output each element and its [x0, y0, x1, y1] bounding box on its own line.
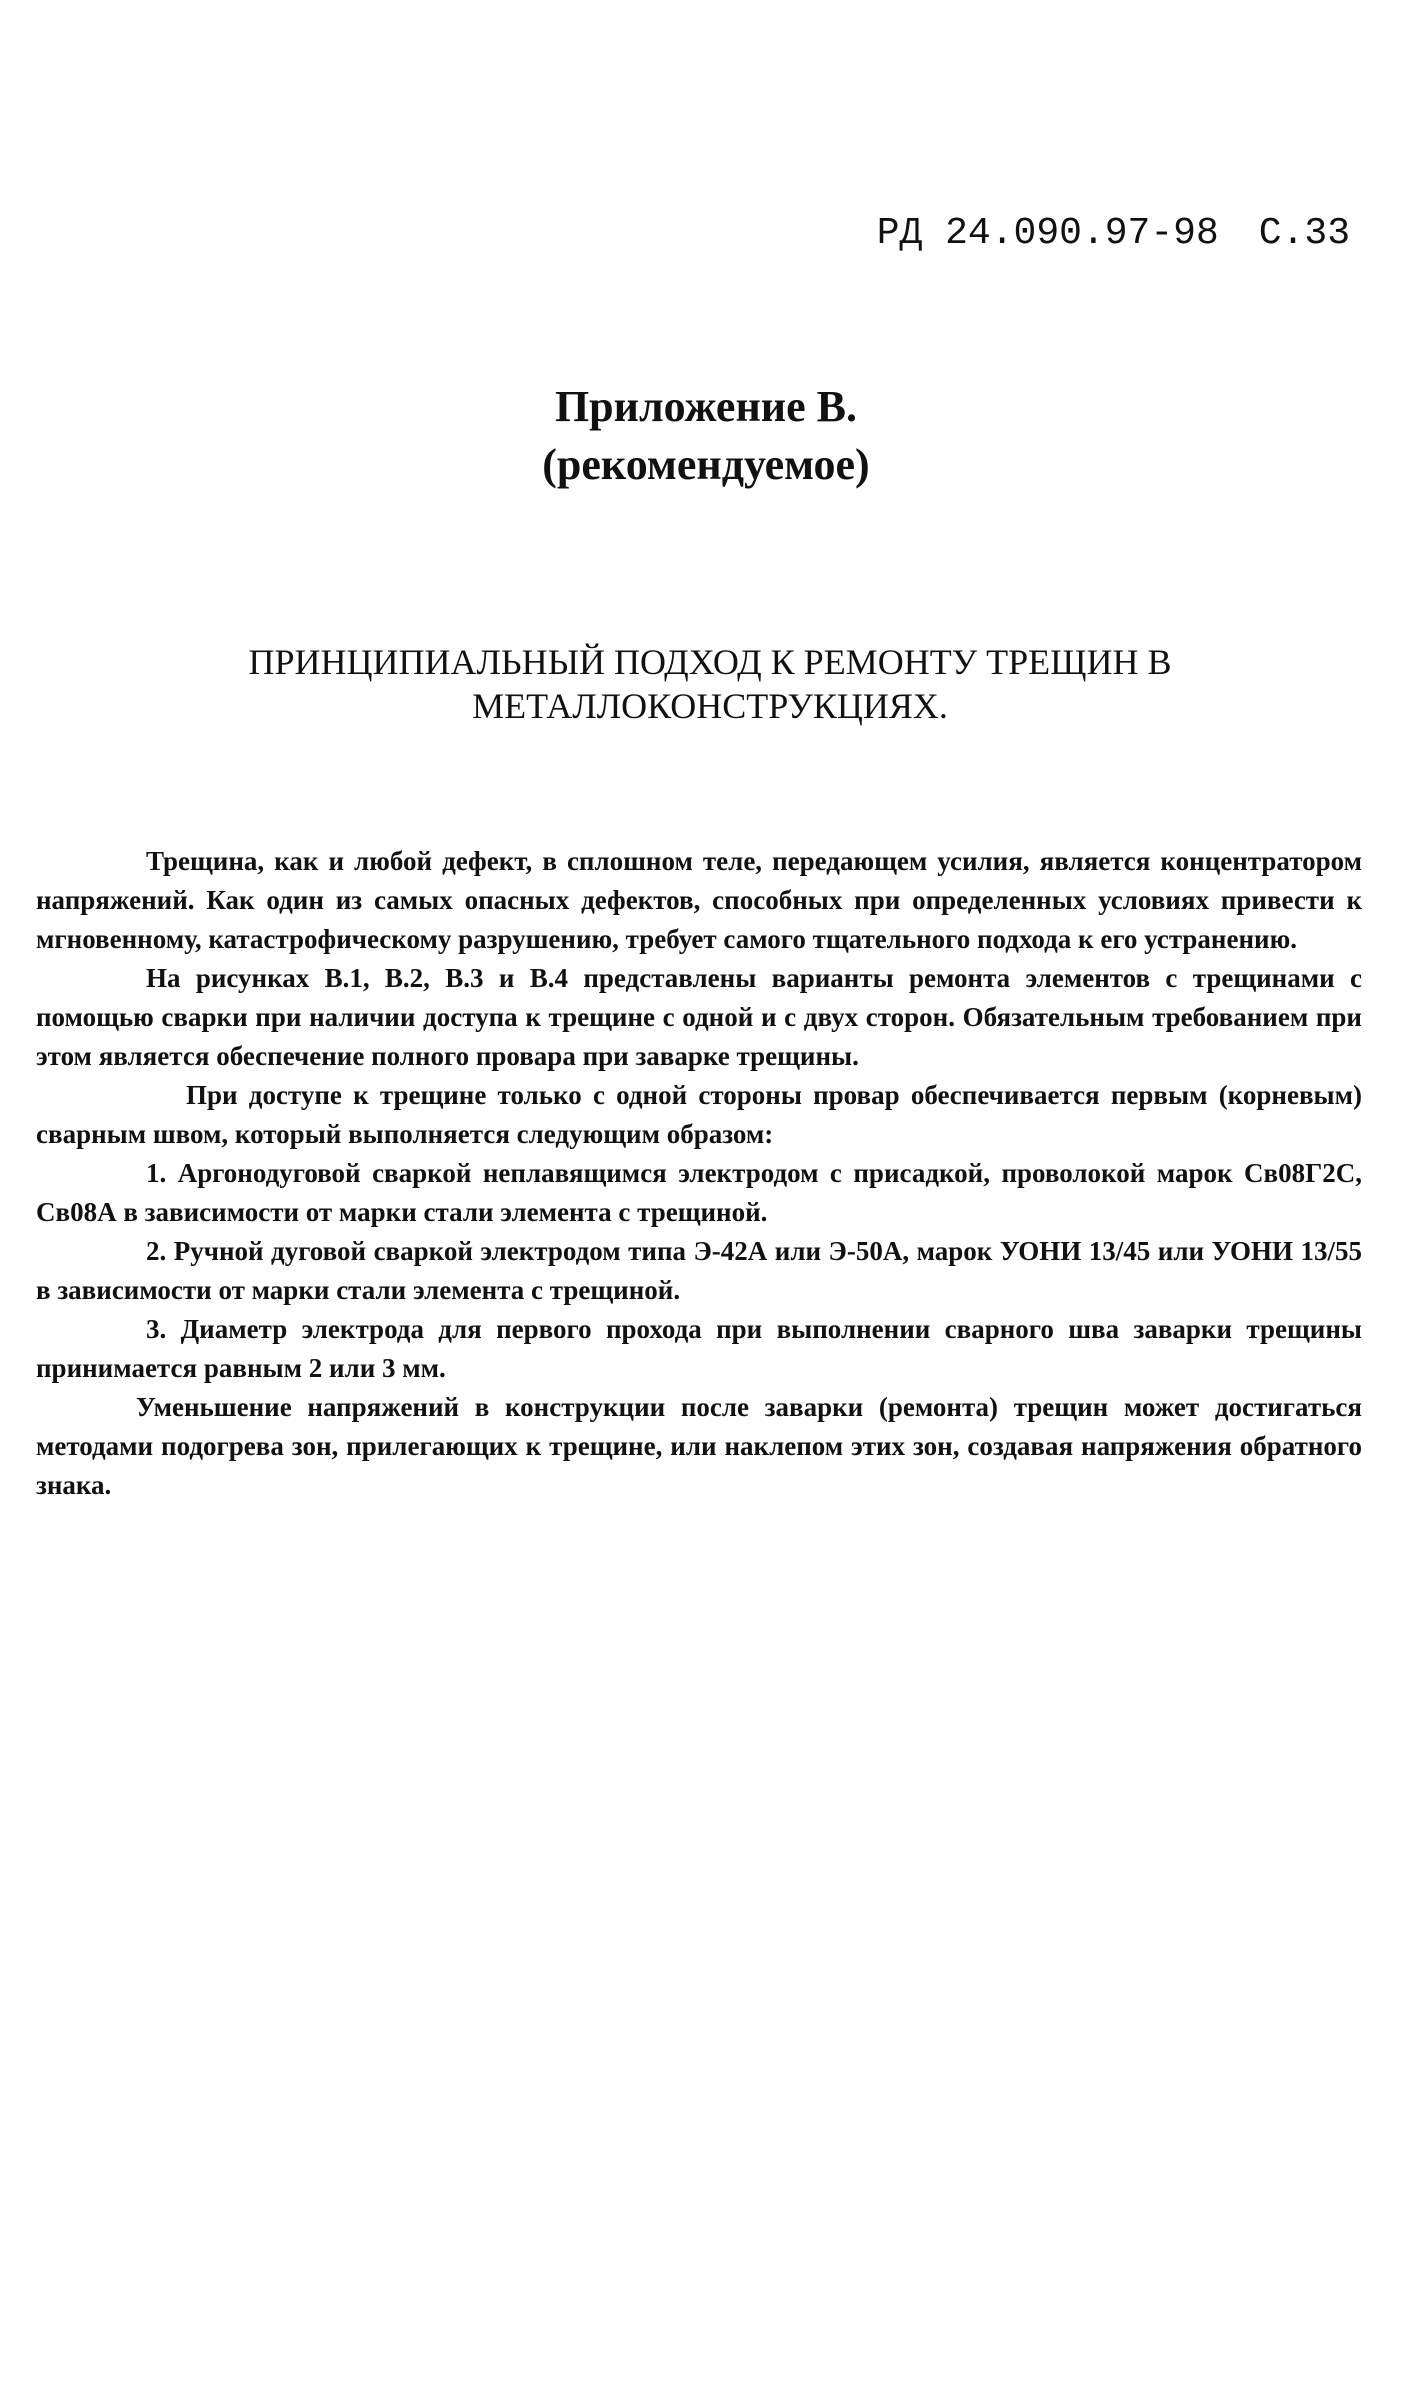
- paragraph: Трещина, как и любой дефект, в сплошном теле, передающем усилия, является концентратором напряжений. Как один из самых опасных дефектов, способных при определенных условиях привести к мгновенному, катастрофическому разрушению, требует самого тщательного подхода к его устранению.: [36, 846, 1362, 954]
- document-code: РД 24.090.97-98: [876, 212, 1219, 255]
- body-text: [36, 842, 1362, 1505]
- appendix-title: Приложение В.: [554, 382, 858, 431]
- running-header: [877, 212, 1350, 255]
- paragraph: При доступе к трещине только с одной стороны провар обеспечивается первым (корневым) сварным швом, который выполняется следующим образом:: [36, 1080, 1362, 1149]
- appendix-heading: [0, 378, 1412, 494]
- section-title: [160, 640, 1260, 728]
- list-item: 3. Диаметр электрода для первого прохода при выполнении сварного шва заварки трещины принимается равным 2 или 3 мм.: [36, 1314, 1362, 1383]
- appendix-subtitle: (рекомендуемое): [542, 440, 870, 489]
- paragraph: На рисунках В.1, В.2, В.3 и В.4 представлены варианты ремонта элементов с трещинами с помощью сварки при наличии доступа к трещине с одной и с двух сторон. Обязательным требованием при этом является обеспечение полного провара при заварке трещины.: [36, 963, 1362, 1071]
- list-item: 1. Аргонодуговой сваркой неплавящимся электродом с присадкой, проволокой марок Св08Г2С, Св08А в зависимости от марки стали элемента с трещиной.: [36, 1158, 1362, 1227]
- list-item: 2. Ручной дуговой сваркой электродом типа Э-42А или Э-50А, марок УОНИ 13/45 или УОНИ 13/55 в зависимости от марки стали элемента с трещиной.: [36, 1236, 1362, 1305]
- section-title-line-1: ПРИНЦИПИАЛЬНЫЙ ПОДХОД К РЕМОНТУ ТРЕЩИН В: [248, 642, 1172, 682]
- section-title-line-2: МЕТАЛЛОКОНСТРУКЦИЯХ.: [472, 686, 948, 726]
- page-number: С.33: [1258, 212, 1350, 255]
- paragraph: Уменьшение напряжений в конструкции после заварки (ремонта) трещин может достигаться методами подогрева зон, прилегающих к трещине, или наклепом этих зон, создавая напряжения обратного знака.: [36, 1392, 1362, 1500]
